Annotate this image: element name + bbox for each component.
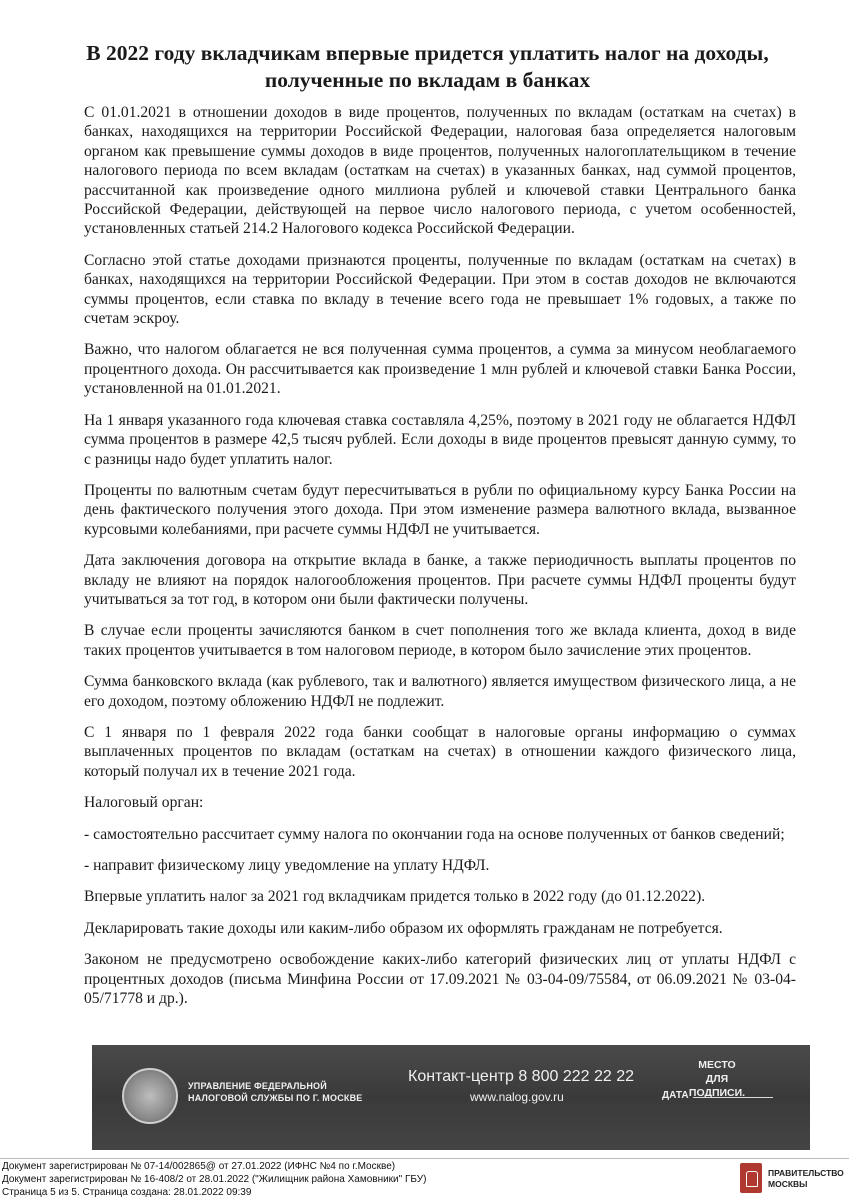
contact-center: Контакт-центр 8 800 222 22 22 <box>408 1068 634 1085</box>
registration-line: Документ зарегистрирован № 16-408/2 от 28.01.2022 ("Жилищник района Хамовники" ГБУ) <box>2 1174 427 1185</box>
registration-stamp <box>2 1160 426 1199</box>
website-link[interactable]: www.nalog.gov.ru <box>470 1090 564 1104</box>
paragraph: Дата заключения договора на открытие вклада в банке, а также периодичность выплаты процентов по вкладу не влияют на порядок налогообложения процентов. При расчете суммы НДФЛ проценты будут учитываться за тот год, в котором они были фактически получены. <box>84 552 796 608</box>
date-field <box>662 1088 773 1101</box>
moscow-government-label <box>768 1168 844 1190</box>
moscow-emblem-icon <box>740 1163 762 1193</box>
fns-organization <box>188 1080 363 1104</box>
registration-line: Документ зарегистрирован № 07-14/002865@ от 27.01.2022 (ИФНС №4 по г.Москве) <box>2 1161 396 1172</box>
paragraph: Согласно этой статье доходами признаются проценты, полученные по вкладам (остаткам на счетах) в банках, находящихся на территории Российской Федерации. При этом в состав доходов не включаются суммы процентов, если ставка по вкладу в течение всего года не превышает 1% годовых, а также по счетам эскроу. <box>84 251 796 328</box>
sign-line: ДЛЯ ПОДПИСИ. <box>688 1073 746 1099</box>
org-line: УПРАВЛЕНИЕ ФЕДЕРАЛЬНОЙ <box>188 1081 327 1091</box>
date-label: ДАТА <box>662 1090 689 1101</box>
list-item: - направит физическому лицу уведомление на уплату НДФЛ. <box>84 857 490 874</box>
registration-line: Страница 5 из 5. Страница создана: 28.01.2022 09:39 <box>2 1187 252 1198</box>
date-line <box>693 1088 773 1098</box>
paragraph: Проценты по валютным счетам будут пересчитываться в рубли по официальному курсу Банка России на день фактического получения этого дохода. При этом изменение размера валютного вклада, вызванное курсовыми колебаниями, при расчете суммы НДФЛ не учитывается. <box>84 481 796 538</box>
sign-line: МЕСТО <box>698 1059 736 1071</box>
org-line: НАЛОГОВОЙ СЛУЖБЫ ПО Г. МОСКВЕ <box>188 1093 363 1103</box>
paragraph: Сумма банковского вклада (как рублевого, так и валютного) является имуществом физического лица, а не его доходом, поэтому обложению НДФЛ не подлежит. <box>84 673 796 710</box>
fns-emblem-icon <box>122 1068 178 1124</box>
paragraph: Впервые уплатить налог за 2021 год вкладчикам придется только в 2022 году (до 01.12.2022). <box>84 888 706 906</box>
paragraph: Налоговый орган: <box>84 794 204 812</box>
paragraph: С 1 января по 1 февраля 2022 года банки сообщат в налоговые органы информацию о суммах выплаченных процентов по вкладам (остаткам на счетах) в отношении каждого физического лица, который получал их в течение 2021 года. <box>84 723 796 780</box>
paragraph: В случае если проценты зачисляются банком в счет пополнения того же вклада клиента, доход в виде таких процентов учитывается в том налоговом периоде, в котором было зачисление этих процентов. <box>84 622 796 659</box>
paragraph: Декларировать такие доходы или каким-либо образом их оформлять гражданам не потребуется. <box>84 919 723 937</box>
paragraph: Законом не предусмотрено освобождение каких-либо категорий физических лиц от уплаты НДФЛ с процентных доходов (письма Минфина России от 17.09.2021 № 03-04-09/75584, от 06.09.2021 № 03-04-05/71778 и др.). <box>84 951 796 1008</box>
moscow-line: ПРАВИТЕЛЬСТВО <box>768 1168 844 1178</box>
document-body <box>84 103 796 1020</box>
moscow-line: МОСКВЫ <box>768 1179 808 1189</box>
paragraph: Важно, что налогом облагается не вся полученная сумма процентов, а сумма за минусом необлагаемого процентного дохода. Он рассчитывается как произведение 1 млн рублей и ключевой ставки Банка России, установленной на 01.01.2021. <box>84 341 796 398</box>
document-title: В 2022 году вкладчикам впервые придется уплатить налог на доходы, полученные по вкладам в банках <box>86 41 769 92</box>
divider <box>0 1158 849 1159</box>
paragraph: На 1 января указанного года ключевая ставка составляла 4,25%, поэтому в 2021 году не облагается НДФЛ сумма процентов в размере 42,5 тысяч рублей. Если доходы в виде процентов превысят данную сумму, то с разницы надо будет уплатить налог. <box>84 411 796 468</box>
fns-footer-banner <box>92 1045 810 1150</box>
paragraph: С 01.01.2021 в отношении доходов в виде процентов, полученных по вкладам (остаткам на счетах) в банках, находящихся на территории Российской Федерации, налоговая база определяется налоговым органом как превышение суммы доходов в виде процентов, полученных налогоплательщиком в течение налогового периода по всем вкладам (остаткам на счетах) в указанных банках, над суммой процентов, рассчитанной как произведение одного миллиона рублей и ключевой ставки Центрального банка Российской Федерации, действующей на первое число налогового периода, с учетом особенностей, установленных статьей 214.2 Налогового кодекса Российской Федерации. <box>84 104 796 238</box>
list-item: - самостоятельно рассчитает сумму налога по окончании года на основе полученных от банков сведений; <box>84 825 785 843</box>
